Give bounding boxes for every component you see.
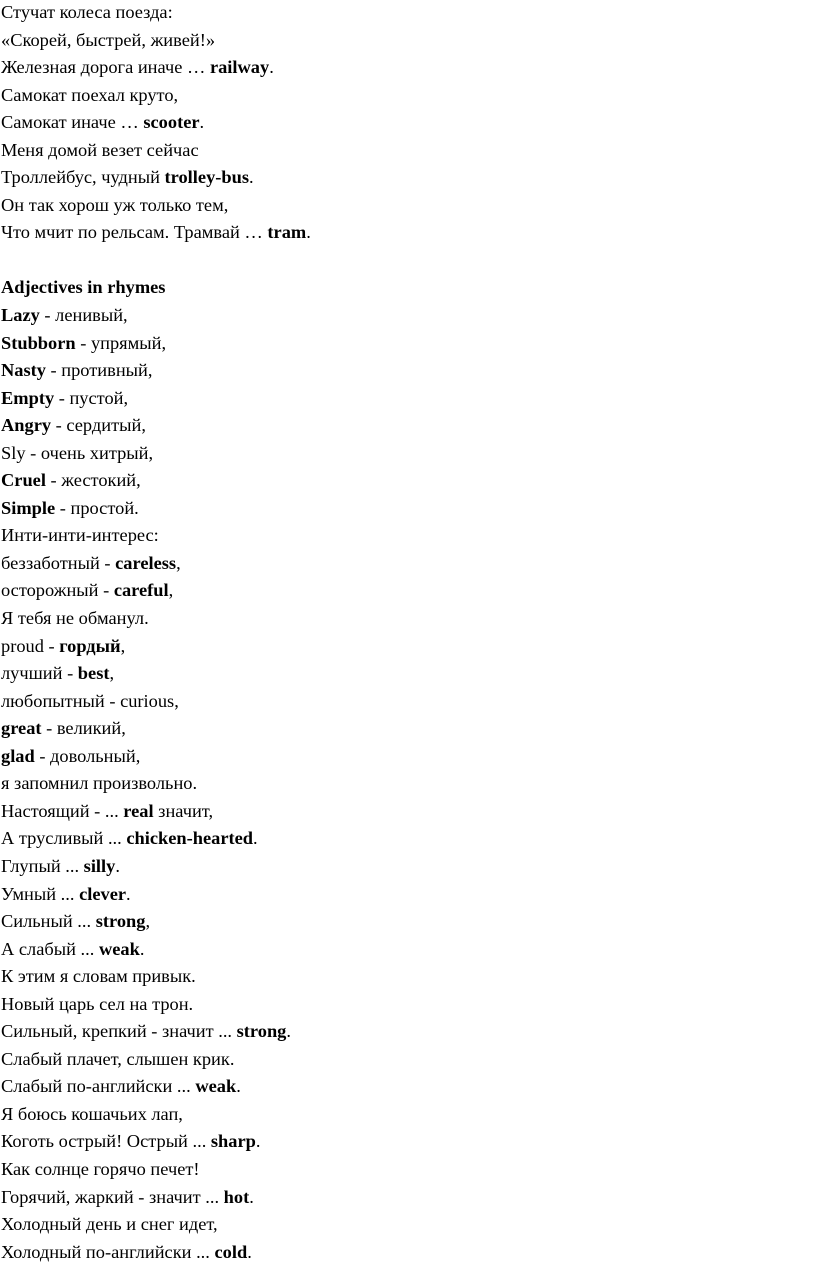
bold-word: strong	[95, 911, 146, 932]
line-text: .	[249, 167, 254, 188]
line-text: Холодный по-английски ...	[1, 1241, 215, 1262]
text-line	[1, 54, 816, 82]
bold-word: glad	[1, 745, 35, 766]
line-text: Стучат колеса поезда:	[1, 2, 173, 22]
bold-word: great	[1, 718, 42, 739]
line-text: Троллейбус, чудный	[1, 167, 165, 188]
line-text: Как солнце горячо печет!	[1, 1158, 200, 1179]
text-line	[1, 495, 816, 523]
bold-word: weak	[98, 938, 140, 959]
line-text: я запомнил произвольно.	[1, 773, 198, 794]
text-line	[1, 1046, 816, 1074]
section-title: Adjectives in rhymes	[1, 277, 166, 298]
line-text: Он так хорош уж только тем,	[1, 194, 229, 215]
text-line	[1, 633, 816, 661]
text-line	[1, 1073, 816, 1101]
line-text: .	[306, 222, 311, 243]
bold-word: careful	[113, 580, 169, 601]
line-text: - противный,	[45, 360, 153, 381]
text-line	[1, 109, 816, 137]
line-text: любопытный - curious,	[1, 690, 179, 711]
text-line	[1, 550, 816, 578]
line-text: беззаботный -	[1, 552, 116, 573]
line-text: - сердитый,	[51, 415, 146, 436]
bold-word: clever	[79, 883, 127, 904]
text-line	[1, 385, 816, 413]
bold-word: Lazy	[1, 305, 40, 326]
line-text: ,	[176, 552, 181, 573]
line-text: значит,	[153, 800, 214, 821]
line-text: Железная дорога иначе …	[1, 57, 210, 78]
adjectives-verse	[1, 302, 816, 1266]
text-line	[1, 1156, 816, 1184]
bold-word: Stubborn	[1, 332, 76, 353]
line-text: ,	[145, 911, 151, 932]
text-line	[1, 137, 816, 165]
line-text: Настоящий - ...	[1, 800, 124, 821]
bold-word: scooter	[143, 112, 200, 133]
line-text: .	[253, 828, 258, 849]
line-text: Горячий, жаркий - значит ...	[1, 1186, 224, 1207]
line-text: .	[249, 1186, 254, 1207]
text-line	[1, 82, 816, 110]
bold-word: tram	[267, 222, 307, 243]
line-text: Умный ...	[1, 883, 80, 904]
text-line	[1, 219, 816, 247]
line-text: - ленивый,	[39, 305, 128, 326]
text-line	[1, 1101, 816, 1129]
line-text: Sly - очень хитрый,	[1, 442, 154, 463]
text-line	[1, 743, 816, 771]
line-text: Инти-инти-интерес:	[1, 525, 159, 546]
text-line	[1, 963, 816, 991]
text-line	[1, 715, 816, 743]
text-line	[1, 1239, 816, 1267]
bold-word: trolley-bus	[164, 167, 249, 188]
line-text: .	[126, 883, 131, 904]
text-line	[1, 936, 816, 964]
text-line	[1, 660, 816, 688]
bold-word: sharp	[210, 1131, 256, 1152]
line-text: Сильный, крепкий - значит ...	[1, 1021, 237, 1042]
line-text: Я тебя не обманул.	[1, 608, 149, 629]
text-line	[1, 853, 816, 881]
text-line	[1, 605, 816, 633]
bold-word: weak	[195, 1076, 237, 1097]
line-text: Коготь острый! Острый ...	[1, 1131, 211, 1152]
line-text: .	[247, 1241, 252, 1262]
text-line	[1, 330, 816, 358]
line-text: .	[255, 1131, 261, 1152]
text-line	[1, 0, 816, 27]
bold-word: Cruel	[1, 470, 46, 491]
text-line	[1, 908, 816, 936]
line-text: Новый царь сел на трон.	[1, 993, 194, 1014]
line-text: «Скорей, быстрей, живей!»	[1, 29, 216, 50]
line-text: - довольный,	[34, 745, 141, 766]
text-line	[1, 522, 816, 550]
line-text: ,	[168, 580, 174, 601]
text-line	[1, 881, 816, 909]
line-text: Самокат поехал круто,	[1, 84, 179, 105]
line-text: - простой.	[55, 497, 139, 518]
text-line	[1, 1018, 816, 1046]
line-text: Глупый ...	[1, 855, 84, 876]
text-line	[1, 770, 816, 798]
line-text: .	[269, 57, 274, 78]
line-text: ,	[109, 663, 115, 684]
line-text: .	[115, 855, 120, 876]
line-text: Холодный день и снег идет,	[1, 1214, 218, 1235]
line-text: Меня домой везет сейчас	[1, 139, 199, 160]
bold-word: Empty	[1, 387, 55, 408]
text-line	[1, 302, 816, 330]
bold-word: Nasty	[1, 360, 46, 381]
paragraph-gap	[1, 247, 816, 275]
bold-word: careless	[115, 552, 177, 573]
line-text: Слабый по-английски ...	[1, 1076, 196, 1097]
text-line	[1, 412, 816, 440]
text-line	[1, 825, 816, 853]
bold-word: real	[123, 800, 154, 821]
bold-word: strong	[236, 1021, 287, 1042]
line-text: Самокат иначе …	[1, 112, 144, 133]
bold-word: silly	[83, 855, 116, 876]
text-line	[1, 440, 816, 468]
line-text: осторожный -	[1, 580, 114, 601]
line-text: Что мчит по рельсам. Трамвай …	[1, 222, 268, 243]
bold-word: Simple	[1, 497, 56, 518]
bold-word: best	[77, 663, 110, 684]
text-line	[1, 1211, 816, 1239]
line-text: лучший -	[1, 663, 78, 684]
transport-verse	[1, 0, 816, 247]
line-text: Сильный ...	[1, 911, 96, 932]
line-text: .	[236, 1076, 241, 1097]
line-text: ,	[120, 635, 126, 656]
text-line	[1, 164, 816, 192]
line-text: - жестокий,	[45, 470, 141, 491]
line-text: К этим я словам привык.	[1, 966, 196, 987]
line-text: .	[286, 1021, 291, 1042]
line-text: Слабый плачет, слышен крик.	[1, 1048, 235, 1069]
text-line	[1, 798, 816, 826]
line-text: - упрямый,	[75, 332, 167, 353]
text-line	[1, 577, 816, 605]
bold-word: гордый	[59, 635, 121, 656]
text-line	[1, 467, 816, 495]
line-text: .	[139, 938, 145, 959]
line-text: А слабый ...	[1, 938, 99, 959]
text-line	[1, 357, 816, 385]
line-text: - пустой,	[54, 387, 129, 408]
text-line	[1, 688, 816, 716]
line-text: - великий,	[41, 718, 126, 739]
line-text: proud -	[1, 635, 60, 656]
text-line	[1, 991, 816, 1019]
text-line	[1, 27, 816, 55]
line-text: Я боюсь кошачьих лап,	[1, 1103, 183, 1124]
bold-word: chicken-hearted	[126, 828, 254, 849]
line-text: А трусливый ...	[1, 828, 127, 849]
line-text: .	[199, 112, 205, 133]
bold-word: railway	[209, 57, 270, 78]
bold-word: Angry	[1, 415, 52, 436]
bold-word: hot	[223, 1186, 250, 1207]
bold-word: cold	[214, 1241, 248, 1262]
text-line	[1, 1184, 816, 1212]
text-line	[1, 192, 816, 220]
text-line	[1, 1128, 816, 1156]
